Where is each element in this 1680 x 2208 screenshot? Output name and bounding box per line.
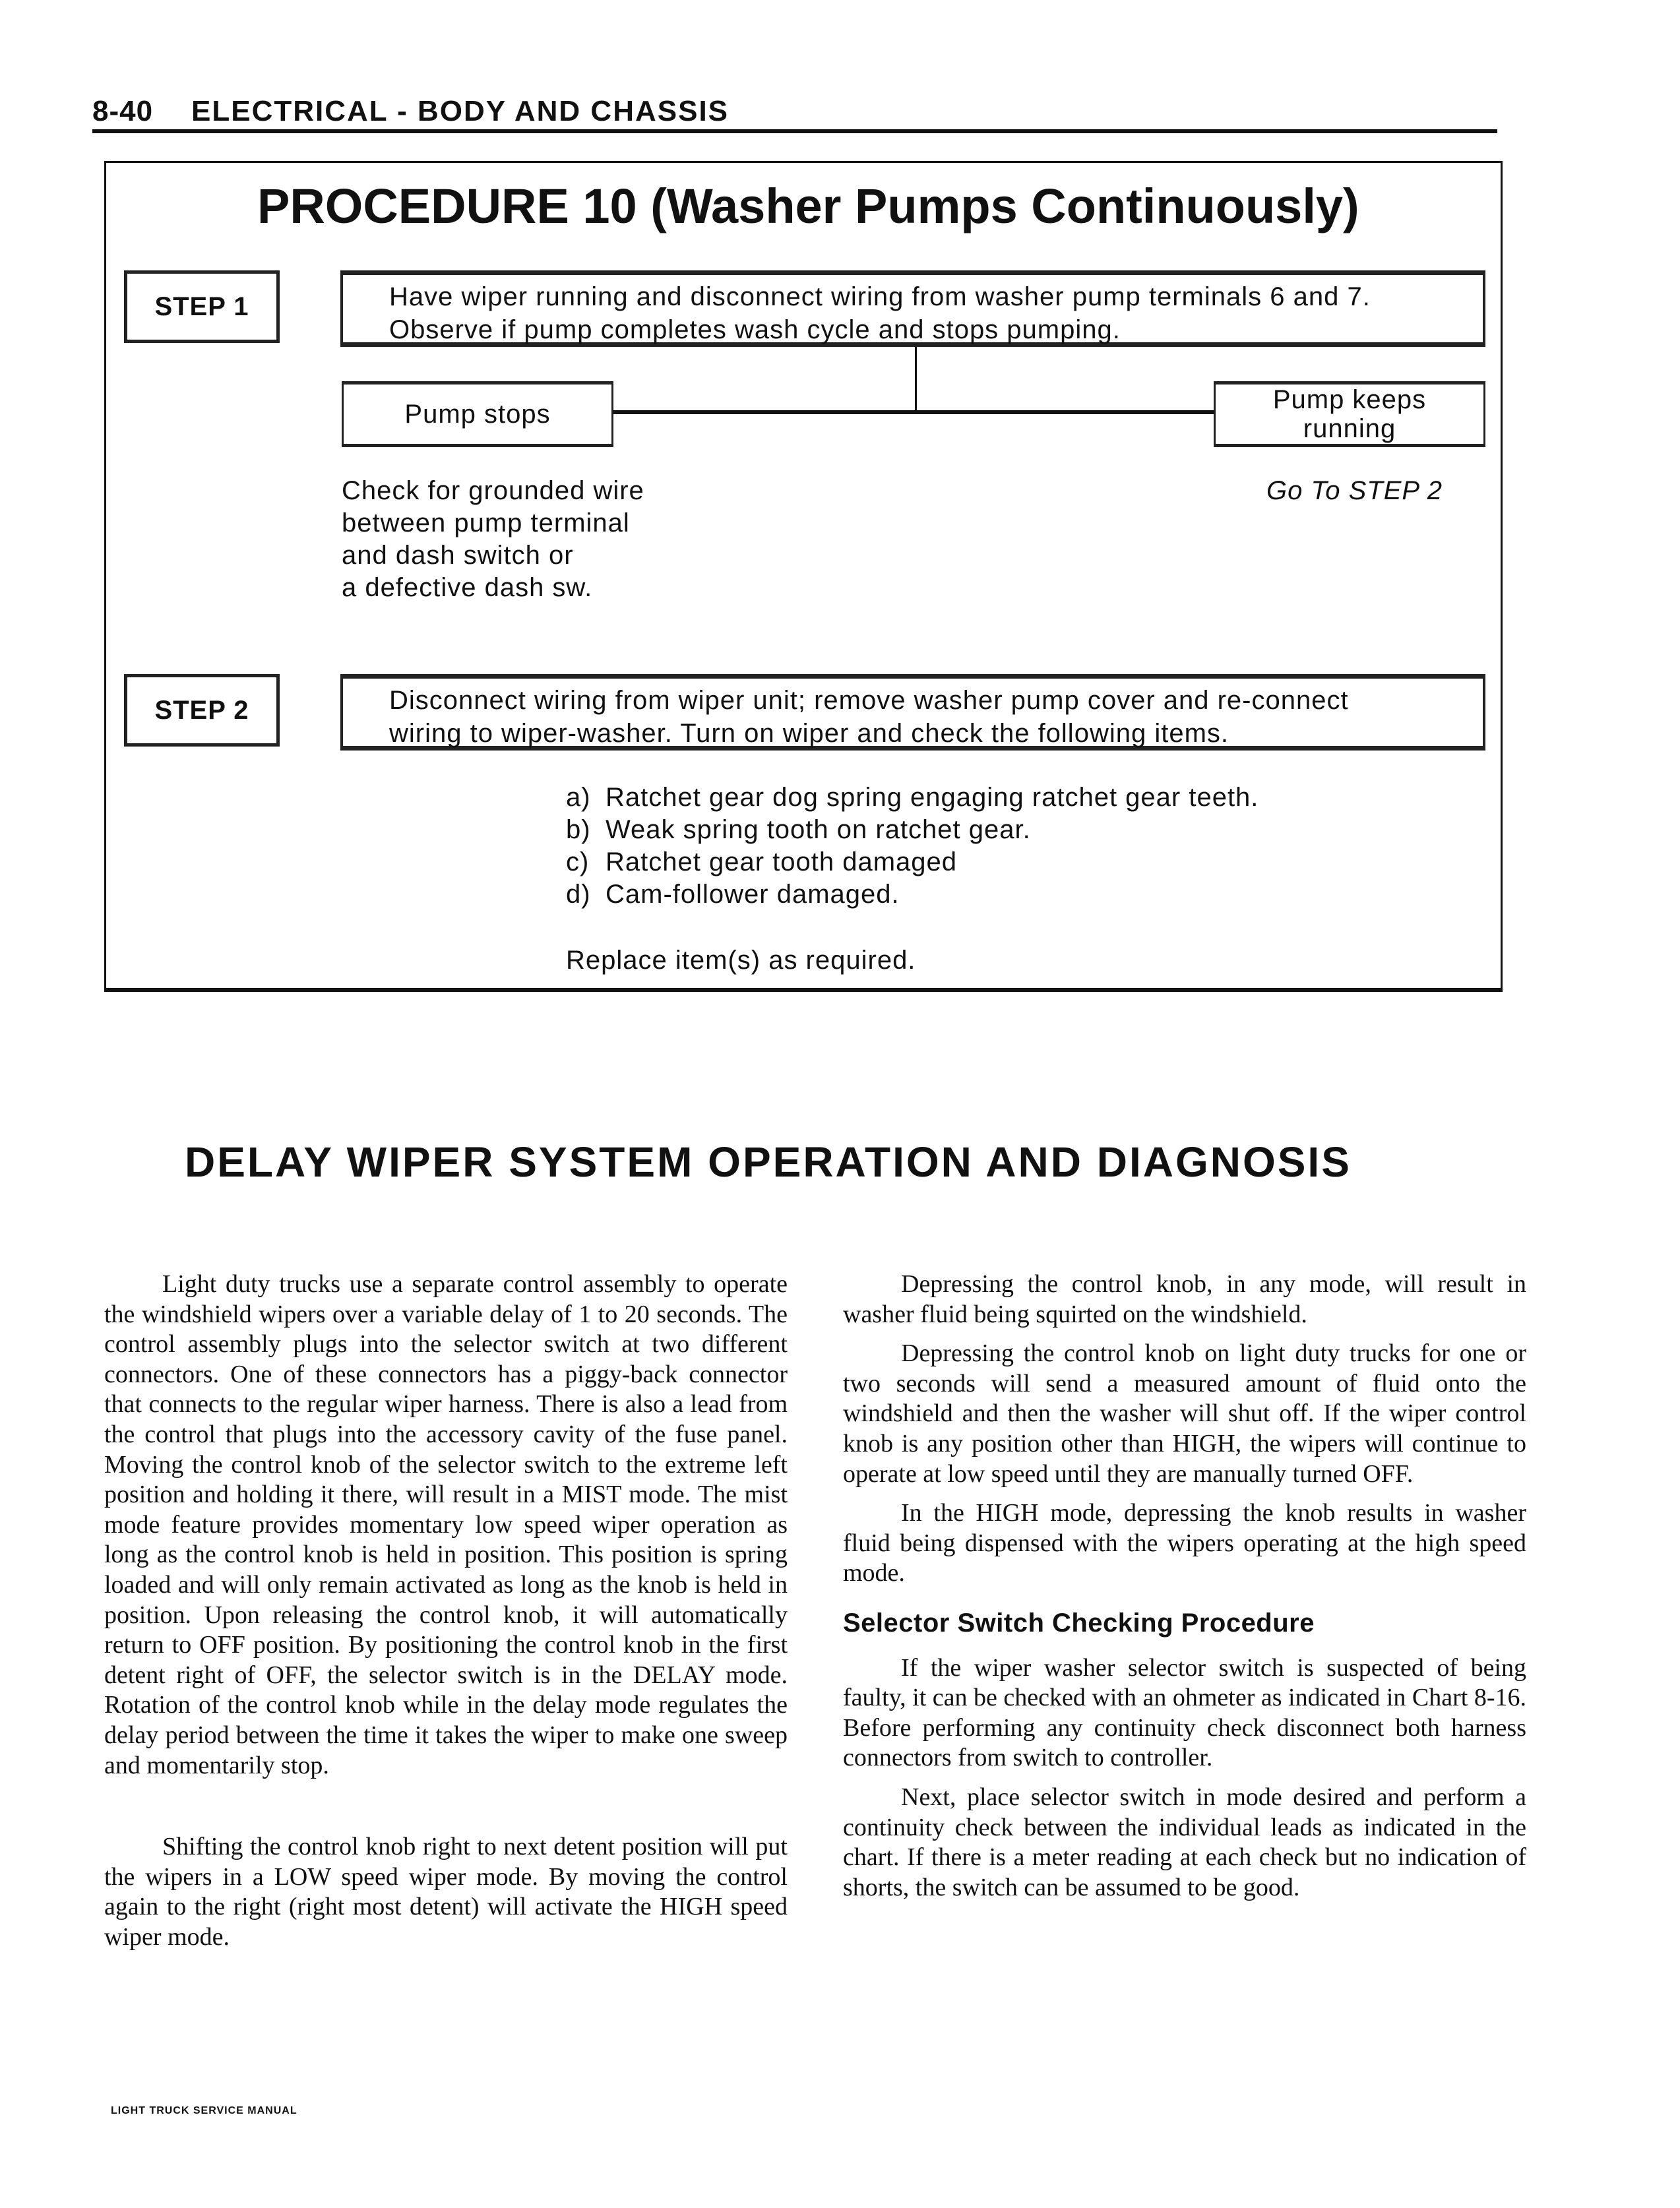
step2-checklist: [566, 782, 1423, 911]
section-title: ELECTRICAL - BODY AND CHASSIS: [191, 95, 730, 127]
outcome-pump-keeps-running-text: [1273, 385, 1426, 443]
goto-step2-link: Go To STEP 2: [1266, 476, 1443, 505]
outcome-line: Pump keeps: [1272, 385, 1427, 414]
article-right-column: [843, 1270, 1526, 1912]
step2-label-text: STEP 2: [154, 695, 249, 725]
step2-instruction-box: [340, 674, 1485, 751]
checklist-item: [566, 814, 1423, 846]
step2-instruction-line: wiring to wiper-washer. Turn on wiper and check the following items.: [389, 719, 1229, 748]
step1-instruction-box: [340, 270, 1485, 347]
article-left-column: [104, 1270, 788, 1961]
paragraph: Depressing the control knob, in any mode, will result in washer fluid being squirted on the windshield.: [843, 1270, 1526, 1328]
procedure-title: PROCEDURE 10 (Washer Pumps Continuously): [257, 179, 1359, 233]
replace-items-note: Replace item(s) as required.: [566, 946, 916, 975]
step1-label: [124, 270, 280, 343]
checklist-item: [566, 782, 1423, 814]
header-rule: [92, 129, 1497, 133]
flow-connector-horizontal: [613, 410, 1214, 414]
outcome-line: running: [1303, 414, 1396, 443]
checklist-text: Weak spring tooth on ratchet gear.: [606, 815, 1031, 844]
page-number: 8-40: [92, 95, 154, 127]
paragraph: Shifting the control knob right to next detent position will put the wipers in a LOW speed wiper mode. By moving the control again to the right (right most detent) will activate the HIGH speed wiper mode.: [104, 1833, 788, 1951]
outcome-pump-keeps-running-box: [1214, 381, 1485, 447]
outcome-pump-stops-box: [342, 381, 613, 447]
checklist-letter: b): [566, 815, 591, 844]
step1-instruction-line: Have wiper running and disconnect wiring from washer pump terminals 6 and 7.: [389, 282, 1371, 311]
checklist-text: Ratchet gear dog spring engaging ratchet gear teeth.: [606, 783, 1259, 812]
checklist-text: Ratchet gear tooth damaged: [606, 847, 958, 876]
paragraph: Depressing the control knob on light duty trucks for one or two seconds will send a measured amount of fluid onto the windshield and then the washer will shut off. If the wiper control knob is any position other than HIGH, the wipers will continue to operate at low speed until they are manually turned OFF.: [843, 1339, 1526, 1488]
action-line: and dash switch or: [342, 541, 574, 570]
page-header: [92, 92, 1497, 132]
paragraph: Next, place selector switch in mode desired and perform a continuity check between the individual leads as indicated in the chart. If there is a meter reading at each check but no indication of shorts, the switch can be assumed to be good.: [843, 1783, 1526, 1901]
step2-instruction-line: Disconnect wiring from wiper unit; remove washer pump cover and re-connect: [389, 686, 1349, 715]
article-heading: DELAY WIPER SYSTEM OPERATION AND DIAGNOSIS: [185, 1138, 1352, 1186]
checklist-item: [566, 846, 1423, 878]
paragraph-gap: [104, 1790, 788, 1832]
flow-connector-vertical: [915, 347, 917, 413]
step2-label: [124, 674, 280, 747]
paragraph: In the HIGH mode, depressing the knob results in washer fluid being dispensed with the wipers operating at the high speed mode.: [843, 1499, 1526, 1587]
checklist-letter: c): [566, 847, 590, 876]
subsection-heading: Selector Switch Checking Procedure: [843, 1608, 1315, 1638]
step1-instruction-line: Observe if pump completes wash cycle and stops pumping.: [389, 315, 1121, 344]
manual-footer: LIGHT TRUCK SERVICE MANUAL: [111, 2105, 297, 2116]
checklist-item: [566, 878, 1423, 911]
paragraph: If the wiper washer selector switch is suspected of being faulty, it can be checked with an ohmeter as indicated in Chart 8-16. Before performing any continuity check disconnect both harness connectors from switch to controller.: [843, 1653, 1526, 1772]
paragraph: Light duty trucks use a separate control assembly to operate the windshield wipers over a variable delay of 1 to 20 seconds. The control assembly plugs into the selector switch at two different connectors. One of these connectors has a piggy-back connector that connects to the regular wiper harness. There is also a lead from the control that plugs into the accessory cavity of the fuse panel. Moving the control knob of the selector switch to the extreme left position and holding it there, will result in a MIST mode. The mist mode feature provides momentary low speed wiper operation as long as the control knob is held in position. This position is spring loaded and will only remain activated as long as the knob is held in position. Upon releasing the control knob, it will automatically return to OFF position. By positioning the control knob in the first detent right of OFF, the selector switch is in the DELAY mode. Rotation of the control knob while in the delay mode regulates the delay period between the time it takes the wiper to make one sweep and momentarily stop.: [104, 1270, 788, 1779]
checklist-letter: a): [566, 783, 591, 812]
pump-stops-action: [342, 475, 803, 604]
checklist-letter: d): [566, 880, 591, 909]
action-line: between pump terminal: [342, 508, 630, 537]
outcome-pump-stops-text: Pump stops: [404, 400, 551, 429]
checklist-text: Cam-follower damaged.: [606, 880, 900, 909]
action-line: Check for grounded wire: [342, 476, 644, 505]
step1-label-text: STEP 1: [154, 291, 249, 321]
action-line: a defective dash sw.: [342, 573, 593, 602]
